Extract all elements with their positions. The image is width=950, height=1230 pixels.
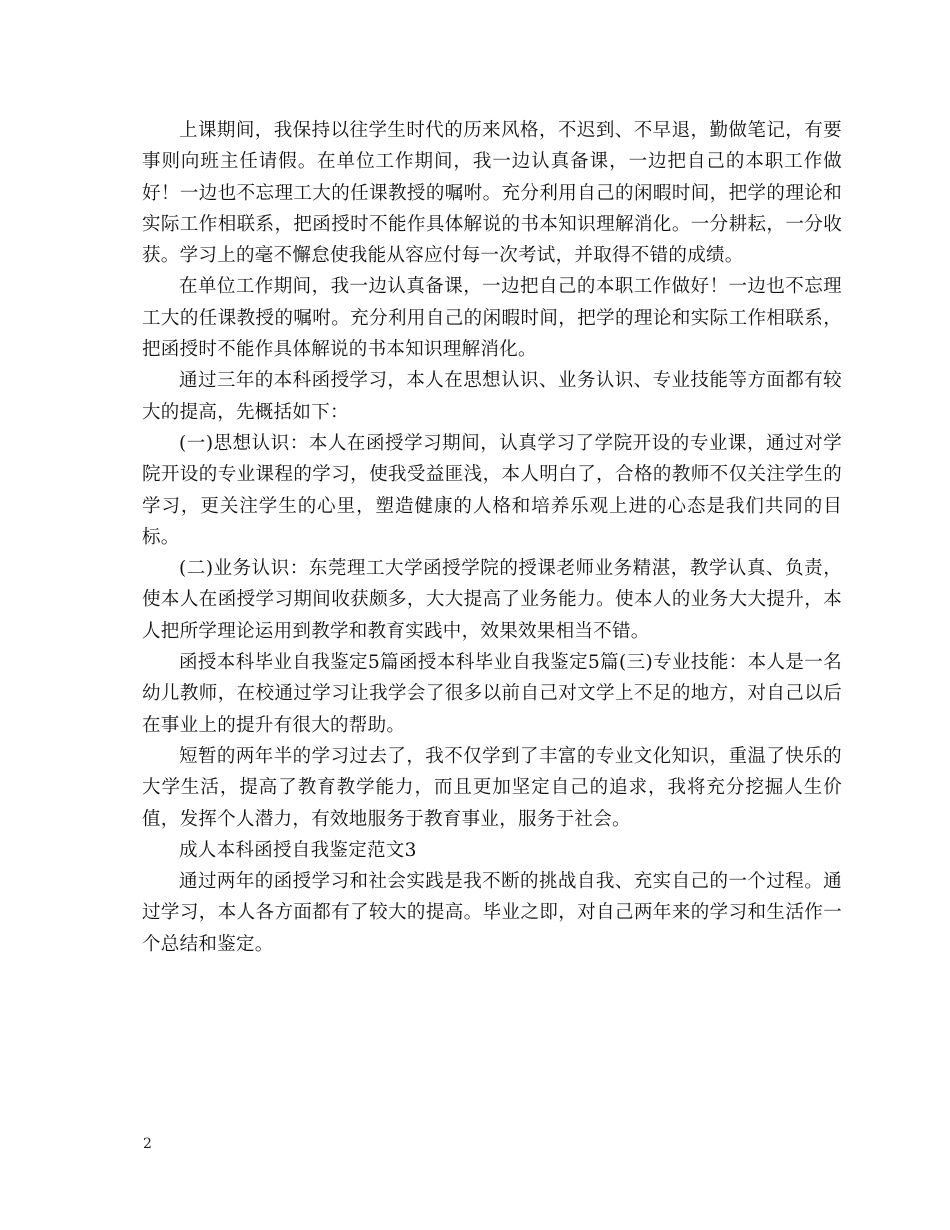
section-heading: 成人本科函授自我鉴定范文3 [179, 839, 417, 861]
paragraph-1: 上课期间，我保持以往学生时代的历来风格，不迟到、不早退，勤做笔记，有要事则向班主任请假。在单位工作期间，我一边认真备课，一边把自己的本职工作做好！一边也不忘理工大的任课教授的嘱咐。充分利用自己的闲暇时间，把学的理论和实际工作相联系，把函授时不能作具体解说的书本知识理解消化。一分耕耘，一分收获。学习上的毫不懈怠使我能从容应付每一次考试，并取得不错的成绩。 [142, 120, 842, 267]
body-text [142, 115, 842, 960]
page-number: 2 [143, 1136, 152, 1152]
paragraph-3: 通过三年的本科函授学习，本人在思想认识、业务认识、专业技能等方面都有较大的提高，先概括如下： [142, 370, 842, 423]
paragraph-6: 函授本科毕业自我鉴定5篇函授本科毕业自我鉴定5篇(三)专业技能：本人是一名幼儿教师，在校通过学习让我学会了很多以前自己对文学上不足的地方，对自己以后在事业上的提升有很大的帮助。 [142, 652, 842, 736]
paragraph-2: 在单位工作期间，我一边认真备课，一边把自己的本职工作做好！一边也不忘理工大的任课教授的嘱咐。充分利用自己的闲暇时间，把学的理论和实际工作相联系，把函授时不能作具体解说的书本知识理解消化。 [142, 276, 842, 361]
paragraph-4: (一)思想认识：本人在函授学习期间，认真学习了学院开设的专业课，通过对学院开设的专业课程的学习，使我受益匪浅，本人明白了，合格的教师不仅关注学生的学习，更关注学生的心里，塑造健康的人格和培养乐观上进的心态是我们共同的目标。 [142, 432, 842, 548]
paragraph-8: 通过两年的函授学习和社会实践是我不断的挑战自我、充实自己的一个过程。通过学习，本人各方面都有了较大的提高。毕业之即，对自己两年来的学习和生活作一个总结和鉴定。 [142, 871, 842, 955]
paragraph-7: 短暂的两年半的学习过去了，我不仅学到了丰富的专业文化知识，重温了快乐的大学生活，提高了教育教学能力，而且更加坚定自己的追求，我将充分挖掘人生价值，发挥个人潜力，有效地服务于教育事业，服务于社会。 [142, 745, 842, 830]
paragraph-5: (二)业务认识：东莞理工大学函授学院的授课老师业务精湛，教学认真、负责，使本人在函授学习期间收获颇多，大大提高了业务能力。使本人的业务大大提升，本人把所学理论运用到教学和教育实践中，效果效果相当不错。 [142, 558, 842, 642]
